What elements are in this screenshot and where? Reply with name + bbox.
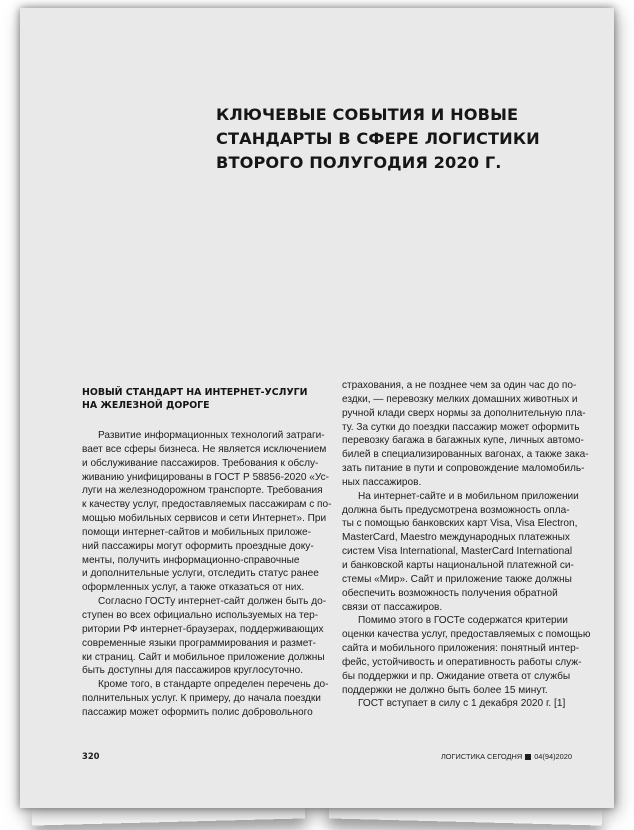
page-number: 320 — [82, 751, 100, 761]
journal-issue: 04(94)2020 — [534, 752, 572, 761]
text-line: полнительных услуг. К примеру, до начала поездки — [82, 693, 321, 705]
text-line: оформленных услуг, а также отказаться от них. — [82, 582, 305, 594]
text-line: ки страниц. Сайт и мобильное приложение должны — [82, 651, 325, 663]
text-line: билей в специализированных вагонах, а также зака- — [342, 449, 589, 461]
paragraph — [82, 678, 329, 720]
text-line: ручной клади сверх нормы за дополнительную пла- — [342, 407, 586, 419]
journal-name: ЛОГИСТИКА СЕГОДНЯ — [440, 752, 523, 761]
text-line: оценки качества услуг, предоставляемых с помощью — [342, 629, 591, 641]
text-line: живанию унифицированы в ГОСТ Р 58856-2020 «Ус- — [82, 471, 330, 483]
text-line: и обслуживание пассажиров. Требования к обслу- — [82, 457, 319, 469]
main-title-line: КЛЮЧЕВЫЕ СОБЫТИЯ И НОВЫЕ — [216, 105, 519, 124]
paragraph — [82, 429, 332, 595]
paragraph — [342, 614, 594, 697]
main-title — [216, 103, 576, 175]
text-line: перевозку багажа в багажных купе, личных автомо- — [342, 435, 584, 447]
text-line: современные языки программирования и размет- — [82, 637, 317, 649]
text-line: и банковской карты национальной платежной си- — [342, 559, 574, 571]
text-line: ний пассажиры могут оформить проездные доку- — [82, 540, 314, 552]
text-line: стемы «Мир». Сайт и приложение также должны — [342, 573, 572, 585]
left-column — [82, 379, 332, 720]
right-column — [342, 379, 594, 711]
text-line: Помимо этого в ГОСТе содержатся критерии — [358, 615, 568, 627]
text-line: ту. За сутки до поездки пассажир может оформить — [342, 421, 580, 433]
text-line: помощи интернет-сайтов и мобильных приложе- — [82, 526, 311, 538]
text-line: Кроме того, в стандарте определен перечень до- — [98, 679, 329, 691]
text-line: быть доступны для пассажиров круглосуточно. — [82, 665, 304, 677]
text-line: луги на железнодорожном транспорте. Требования — [82, 485, 323, 497]
paragraph — [342, 490, 594, 615]
text-line: ГОСТ вступает в силу с 1 декабря 2020 г. [1] — [358, 698, 566, 710]
text-line: ритории РФ интернет-браузерах, поддерживающих — [82, 623, 324, 635]
text-line: мощью мобильных сервисов и сети Интернет». При — [82, 513, 327, 525]
text-line: фейс, устойчивость и оперативность работы служ- — [342, 656, 582, 668]
text-line: пассажир может оформить полис добровольного — [82, 706, 313, 718]
square-bullet-icon — [525, 754, 531, 760]
text-line: ступен во всех официально используемых на тер- — [82, 609, 319, 621]
text-line: Согласно ГОСТу интернет-сайт должен быть до- — [98, 596, 327, 608]
text-line: страхования, а не позднее чем за один час до по- — [342, 380, 577, 391]
text-line: ных пассажиров. — [342, 476, 422, 488]
text-line: связи от пассажиров. — [342, 601, 443, 613]
paragraph — [342, 697, 594, 711]
text-line: MasterCard, Maestro международных платежных — [342, 532, 570, 544]
paragraph — [342, 379, 594, 490]
text-line: менты, получить информационно-справочные — [82, 554, 300, 566]
text-line: должна быть предусмотрена возможность опла- — [342, 504, 570, 516]
section-title-line: НА ЖЕЛЕЗНОЙ ДОРОГЕ — [82, 399, 210, 411]
text-line: зать питание в пути и сопровождение маломобиль- — [342, 463, 585, 475]
text-line: обеспечить возможность получения обратной — [342, 587, 558, 599]
main-title-line: СТАНДАРТЫ В СФЕРЕ ЛОГИСТИКИ — [216, 129, 540, 148]
document-page — [20, 8, 614, 808]
text-line: сайта и мобильного приложения: понятный интер- — [342, 643, 580, 655]
text-line: вает все сферы бизнеса. Не является исключением — [82, 443, 327, 455]
text-line: На интернет-сайте и в мобильном приложении — [358, 490, 579, 502]
text-line: бы поддержки и пр. Ожидание ответа от службы — [342, 670, 571, 682]
section-title-line: НОВЫЙ СТАНДАРТ НА ИНТЕРНЕТ-УСЛУГИ — [82, 387, 308, 398]
journal-footer — [441, 752, 572, 761]
text-line: и дополнительные услуги, отследить статус ранее — [82, 568, 319, 580]
text-line: к качеству услуг, предоставляемых пассажирам с по- — [82, 499, 332, 511]
text-line: ты с помощью банковских карт Visa, Visa Electron, — [342, 518, 578, 530]
text-line: систем Visa International, MasterCard International — [342, 546, 573, 558]
section-title — [82, 387, 326, 412]
text-line: ездки, — перевозку мелких домашних животных и — [342, 393, 578, 405]
paragraph — [82, 595, 326, 678]
text-line: Развитие информационных технологий затраги- — [98, 430, 325, 441]
text-line: поддержки не должно быть более 15 минут. — [342, 684, 548, 696]
main-title-line: ВТОРОГО ПОЛУГОДИЯ 2020 Г. — [216, 153, 502, 172]
